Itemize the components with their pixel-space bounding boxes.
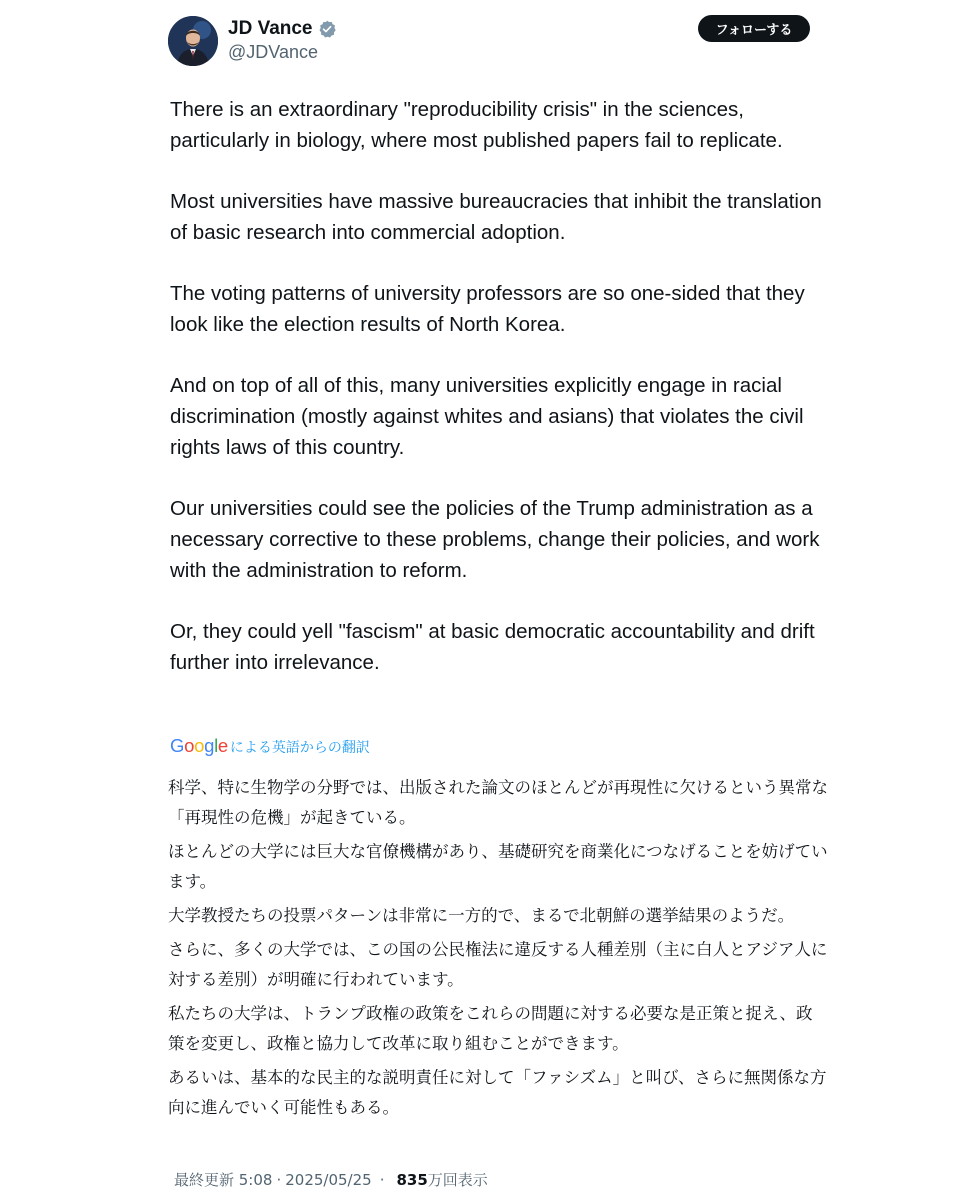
- views-label: 万回表示: [427, 1171, 488, 1189]
- translation-attribution[interactable]: [170, 735, 370, 757]
- tweet-paragraph: Our universities could see the policies of the Trump administration as a necessary corrective to these problems, change their policies, and work with the administration to reform.: [170, 497, 820, 582]
- author-name-row: [228, 17, 336, 41]
- translated-paragraph: あるいは、基本的な民主的な説明責任に対して「ファシズム」と叫び、さらに無関係な方向に進んでいく可能性もある。: [168, 1068, 827, 1117]
- meta-separator: ·: [379, 1171, 385, 1189]
- author-handle[interactable]: @JDVance: [228, 42, 318, 62]
- tweet-text: [170, 94, 830, 678]
- translated-paragraph: 科学、特に生物学の分野では、出版された論文のほとんどが再現性に欠けるという異常な「再現性の危機」が起きている。: [168, 778, 828, 827]
- translation-label: による英語からの翻訳: [229, 740, 370, 756]
- tweet-meta: [174, 1169, 488, 1190]
- google-logo: Google: [170, 735, 228, 756]
- translated-paragraph: ほとんどの大学には巨大な官僚機構があり、基礎研究を商業化につなげることを妨げています。: [168, 842, 828, 891]
- translated-paragraph: 大学教授たちの投票パターンは非常に一方的で、まるで北朝鮮の選挙結果のようだ。: [168, 906, 795, 925]
- translated-paragraph: 私たちの大学は、トランプ政権の政策をこれらの問題に対する必要な是正策と捉え、政策を変更し、政権と協力して改革に取り組むことができます。: [168, 1004, 813, 1053]
- updated-time[interactable]: 最終更新 5:08: [174, 1171, 273, 1189]
- views-count: 835: [396, 1171, 428, 1189]
- post-date[interactable]: 2025/05/25: [285, 1171, 372, 1189]
- tweet-paragraph: And on top of all of this, many universities explicitly engage in racial discrimination (mostly against whites and asians) that violates the civil rights laws of this country.: [170, 374, 804, 459]
- follow-button[interactable]: フォローする: [698, 15, 810, 42]
- tweet-paragraph: The voting patterns of university professors are so one-sided that they look like the election results of North Korea.: [170, 282, 805, 336]
- tweet-paragraph: Or, they could yell "fascism" at basic democratic accountability and drift further into irrelevance.: [170, 620, 815, 674]
- author-name[interactable]: JD Vance: [228, 18, 313, 39]
- meta-separator: ·: [276, 1171, 282, 1189]
- tweet-paragraph: There is an extraordinary "reproducibility crisis" in the sciences, particularly in biology, where most published papers fail to replicate.: [170, 98, 783, 152]
- verified-badge-icon: [318, 20, 336, 38]
- avatar-icon: [168, 16, 218, 66]
- author-avatar[interactable]: [168, 16, 218, 66]
- tweet-paragraph: Most universities have massive bureaucracies that inhibit the translation of basic research into commercial adoption.: [170, 190, 822, 244]
- translated-text: [168, 773, 828, 1127]
- translated-paragraph: さらに、多くの大学では、この国の公民権法に違反する人種差別（主に白人とアジア人に対する差別）が明確に行われています。: [168, 940, 828, 989]
